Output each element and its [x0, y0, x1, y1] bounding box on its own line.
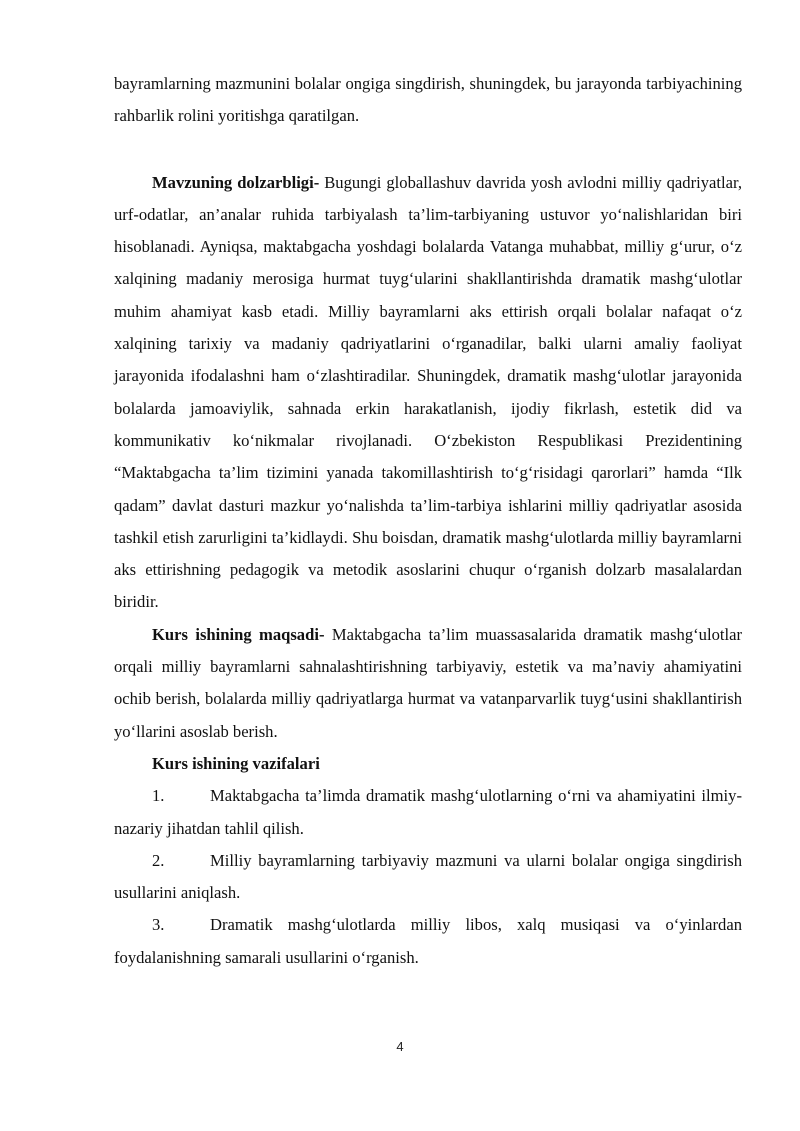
task-number: 1. — [152, 786, 165, 806]
intro-paragraph: bayramlarning mazmunini bolalar ongiga singdirish, shuningdek, bu jarayonda tarbiyachining rahbarlik rolini yoritishga qaratilgan. — [114, 74, 742, 126]
page-number: 4 — [396, 1039, 404, 1054]
task-text: Milliy bayramlarning tarbiyaviy mazmuni va ularni bolalar ongiga singdirish usullarini aniqlash. — [114, 850, 742, 903]
task-number: 3. — [152, 915, 165, 935]
tasks-heading: Kurs ishining vazifalari — [152, 753, 320, 773]
task-item-3 — [114, 909, 742, 974]
goal-paragraph — [114, 619, 742, 748]
goal-text: Maktabgacha ta’lim muassasalarida dramatik mashg‘ulotlar orqali milliy bayramlarni sahnalashtirishning tarbiyaviy, estetik va ma’naviy ahamiyatini ochib berish, bolalarda milliy qadriyatlarga hurmat va vatanparvarlik tuyg‘usini shakllantirish yo‘llarini asoslab berish. — [114, 624, 742, 741]
relevance-heading: Mavzuning dolzarbligi- — [152, 172, 320, 192]
task-number: 2. — [152, 850, 165, 870]
task-text: Dramatik mashg‘ulotlarda milliy libos, xalq musiqasi va o‘yinlardan foydalanishning samarali usullarini o‘rganish. — [114, 915, 742, 967]
task-item-2 — [114, 845, 742, 910]
document-page — [114, 68, 742, 974]
task-item-1 — [114, 780, 742, 845]
relevance-paragraph — [114, 167, 742, 619]
task-text: Maktabgacha ta’limda dramatik mashg‘ulotlarning o‘rni va ahamiyatini ilmiy-nazariy jihatdan tahlil qilish. — [114, 786, 742, 838]
goal-heading: Kurs ishining maqsadi- — [152, 624, 325, 644]
relevance-text: Bugungi globallashuv davrida yosh avlodni milliy qadriyatlar, urf-odatlar, an’analar ruhida tarbiyalash ta’lim-tarbiyaning ustuvor yo‘nalishlaridan biri hisoblanadi. Ayniqsa, maktabgacha yoshdagi bolalarda Vatanga muhabbat, milliy g‘urur, o‘z xalqining madaniy merosiga hurmat tuyg‘ularini shakllantirishda dramatik mashg‘ulotlar muhim ahamiyat kasb etadi. Milliy bayramlarni aks ettirish orqali bolalar nafaqat o‘z xalqining tarixiy va madaniy qadriyatlarini o‘rganadilar, balki ularni amaliy faoliyat jarayonida ifodalashni ham o‘zlashtiradilar. Shuningdek, dramatik mashg‘ulotlar jarayonida bolalarda jamoaviylik, sahnada erkin harakatlanish, ijodiy fikrlash, estetik did va kommunikativ ko‘nikmalar rivojlanadi. O‘zbekiston Respublikasi Prezidentining “Maktabgacha ta’lim tizimini yanada takomillashtirish to‘g‘risidagi qarorlari” hamda “Ilk qadam” davlat dasturi mazkur yo‘nalishda ta’lim-tarbiya ishlarini milliy qadriyatlar asosida tashkil etish zarurligini ta’kidlaydi. Shu boisdan, dramatik mashg‘ulotlarda milliy bayramlarni aks ettirishning pedagogik va metodik asoslarini chuqur o‘rganish dolzarb masalalardan biridir. — [114, 172, 742, 612]
paragraph-gap — [114, 133, 742, 167]
